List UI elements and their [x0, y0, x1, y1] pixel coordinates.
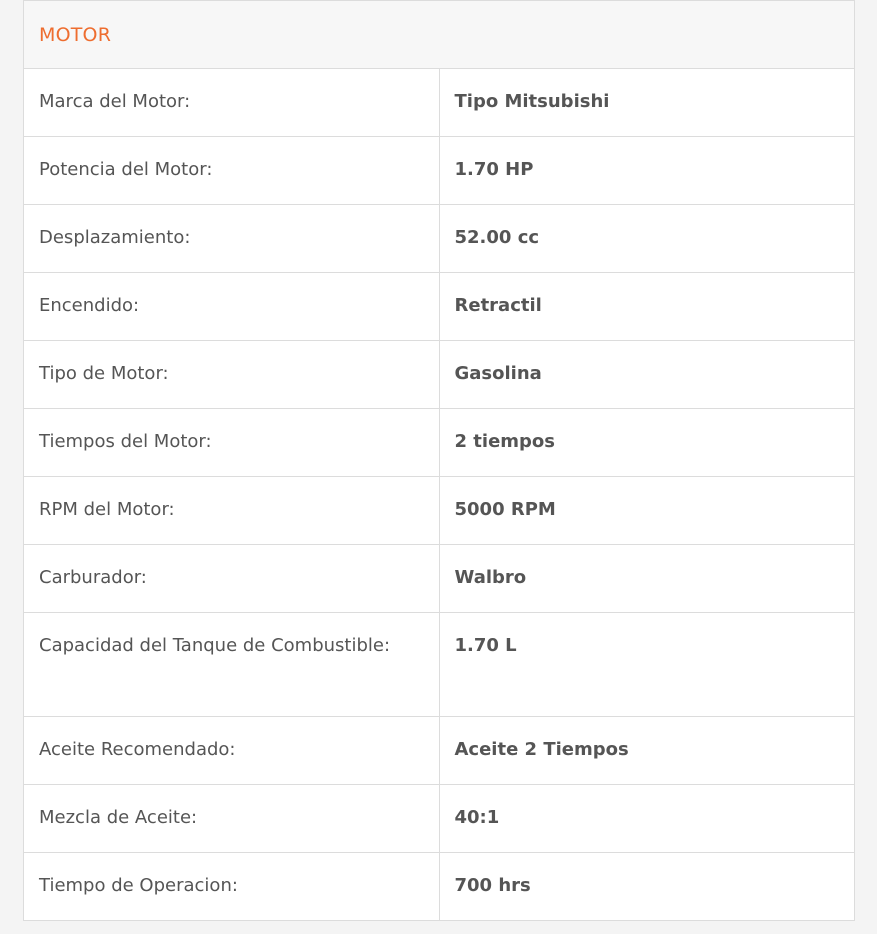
spec-value-cell [439, 341, 855, 409]
spec-label: Aceite Recomendado: [39, 739, 236, 760]
spec-value-cell [439, 409, 855, 477]
spec-label: Mezcla de Aceite: [39, 807, 198, 828]
spec-value-cell [439, 477, 855, 545]
spec-value-cell [439, 545, 855, 613]
spec-value: 52.00 cc [454, 227, 540, 248]
spec-label: Potencia del Motor: [39, 159, 213, 180]
spec-label: Desplazamiento: [39, 227, 191, 248]
spec-value: Tipo Mitsubishi [454, 91, 610, 112]
spec-label: Tipo de Motor: [39, 363, 169, 384]
spec-label-cell [24, 341, 440, 409]
spec-row-oil-mix [24, 785, 855, 853]
spec-row-engine-power [24, 137, 855, 205]
spec-value: Aceite 2 Tiempos [454, 739, 629, 760]
spec-value-cell [439, 137, 855, 205]
spec-row-engine-type [24, 341, 855, 409]
specs-table [23, 0, 855, 921]
spec-label-cell [24, 477, 440, 545]
spec-row-recommended-oil [24, 717, 855, 785]
spec-label: Marca del Motor: [39, 91, 191, 112]
spec-label: Tiempo de Operacion: [39, 875, 238, 896]
spec-value-cell [439, 785, 855, 853]
spec-row-displacement [24, 205, 855, 273]
spec-value: 700 hrs [454, 875, 531, 896]
spec-row-engine-brand [24, 69, 855, 137]
spec-label-cell [24, 545, 440, 613]
spec-value-cell [439, 853, 855, 921]
spec-label-cell [24, 409, 440, 477]
spec-value: 1.70 HP [454, 159, 534, 180]
spec-label-cell [24, 853, 440, 921]
spec-label-cell [24, 613, 440, 717]
spec-value: Walbro [454, 567, 527, 588]
spec-row-tank-capacity [24, 613, 855, 717]
spec-value: Gasolina [454, 363, 542, 384]
section-title: MOTOR [39, 23, 112, 46]
spec-row-carburetor [24, 545, 855, 613]
spec-label-cell [24, 785, 440, 853]
spec-value: 1.70 L [454, 635, 517, 656]
spec-value-cell [439, 273, 855, 341]
spec-row-engine-strokes [24, 409, 855, 477]
spec-label: Capacidad del Tanque de Combustible: [39, 635, 391, 656]
spec-label-cell [24, 273, 440, 341]
spec-row-ignition [24, 273, 855, 341]
section-header-row [24, 1, 855, 69]
spec-value: Retractil [454, 295, 542, 316]
spec-value-cell [439, 205, 855, 273]
spec-label: Encendido: [39, 295, 140, 316]
spec-label: Carburador: [39, 567, 147, 588]
spec-value-cell [439, 69, 855, 137]
spec-value: 2 tiempos [454, 431, 555, 452]
spec-value-cell [439, 717, 855, 785]
section-header [24, 1, 855, 69]
spec-value: 40:1 [454, 807, 500, 828]
spec-row-operating-time [24, 853, 855, 921]
spec-label-cell [24, 137, 440, 205]
spec-label-cell [24, 717, 440, 785]
spec-label-cell [24, 69, 440, 137]
spec-label: RPM del Motor: [39, 499, 175, 520]
spec-label: Tiempos del Motor: [39, 431, 212, 452]
spec-row-rpm [24, 477, 855, 545]
spec-value: 5000 RPM [454, 499, 556, 520]
spec-label-cell [24, 205, 440, 273]
spec-value-cell [439, 613, 855, 717]
